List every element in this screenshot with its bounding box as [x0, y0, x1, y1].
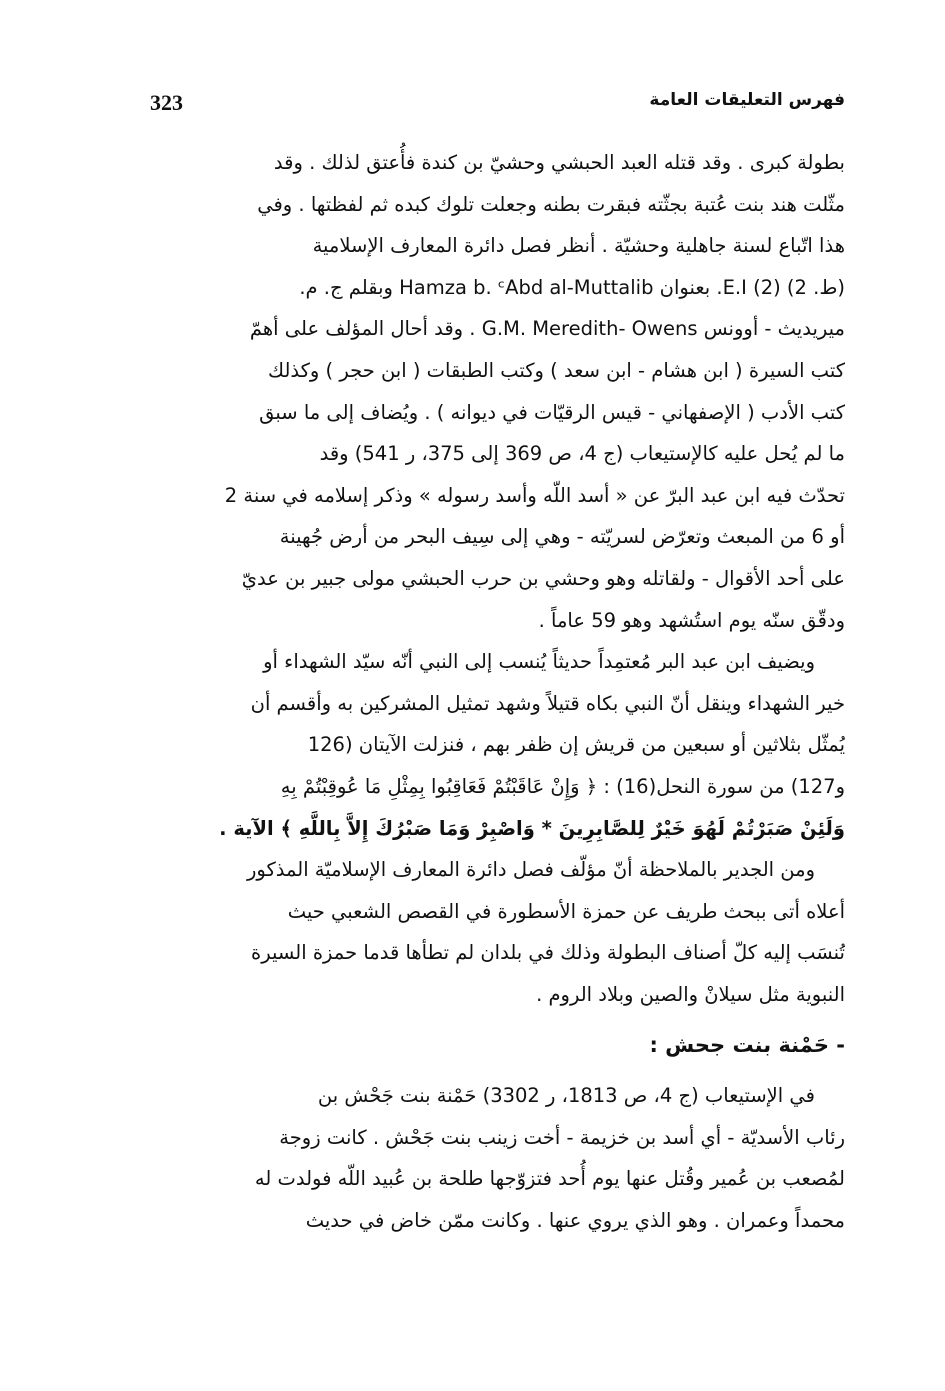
- text-line: ومن الجدير بالملاحظة أنّ مؤلّف فصل دائرة المعارف الإسلاميّة المذكور: [246, 858, 815, 882]
- quran-verse-line: وَلَئِنْ صَبَرْتُمْ لَهُوَ خَيْرٌ لِلصَّابِرِينَ * وَاصْبِرْ وَمَا صَبْرُكَ إِلاَّ بِاللَّهِ ﴾ الآية .: [219, 816, 845, 840]
- text-line: يُمثّل بثلاثين أو سبعين من قريش إن ظفر بهم ، فنزلت الآيتان (126: [307, 733, 845, 757]
- text-line: بطولة كبرى . وقد قتله العبد الحبشي وحشيّ بن كندة فأُعتق لذلك . وقد: [273, 151, 845, 174]
- text-line: في الإستيعاب (ج 4، ص 1813، ر 3302) حَمْنة بنت جَحْش بن: [317, 1084, 815, 1108]
- text-line: ميريديث - أوونس G.M. Meredith- Owens . وقد أحال المؤلف على أهمّ: [249, 317, 845, 341]
- text-line: تُنسَب إليه كلّ أصناف البطولة وذلك في بلدان لم تطأها قدما حمزة السيرة: [251, 941, 845, 965]
- page-number: 323: [150, 90, 183, 115]
- text-line: (ط. 2) (2) E.I. بعنوان Hamza b. ᶜAbd al-Muttalib وبقلم ج. م.: [299, 275, 845, 299]
- text-line: خير الشهداء وينقل أنّ النبي بكاه قتيلاً وشهد تمثيل المشركين به وأقسم أن: [250, 691, 845, 715]
- quran-verse-line: و127) من سورة النحل(16) : ﴿ وَإِنْ عَاقَبْتُمْ فَعَاقِبُوا بِمِثْلِ مَا عُوقِبْتُمْ بِهِ: [280, 774, 845, 798]
- text-line: ما لم يُحل عليه كالإستيعاب (ج 4، ص 369 إلى 375، ر 541) وقد: [319, 442, 845, 466]
- text-line: النبوية مثل سيلانْ والصين وبلاد الروم .: [536, 982, 845, 1006]
- body-text: [148, 142, 845, 1241]
- text-line: ويضيف ابن عبد البر مُعتمِداً حديثاً يُنسب إلى النبي أنّه سيّد الشهداء أو: [263, 650, 815, 674]
- text-line: كتب السيرة ( ابن هشام - ابن سعد ) وكتب الطبقات ( ابن حجر ) وكذلك: [268, 358, 845, 382]
- text-line: رئاب الأسديّة - أي أسد بن خزيمة - أخت زينب بنت جَحْش . كانت زوجة: [279, 1125, 845, 1149]
- text-line: هذا اتّباع لسنة جاهلية وحشيّة . أنظر فصل دائرة المعارف الإسلامية: [312, 234, 845, 258]
- text-line: ودقّق سنّه يوم استُشهد وهو 59 عاماً .: [538, 608, 845, 632]
- entry-heading: - حَمْنة بنت جحش :: [649, 1033, 845, 1058]
- text-line: كتب الأدب ( الإصفهاني - قيس الرقيّات في ديوانه ) . ويُضاف إلى ما سبق: [259, 400, 845, 424]
- text-line: مثّلت هند بنت عُتبة بجثّته فبقرت بطنه وجعلت تلوك كبده ثم لفظتها . وفي: [257, 192, 845, 216]
- page-header: [150, 86, 845, 126]
- text-line: تحدّث فيه ابن عبد البرّ عن « أسد اللّه وأسد رسوله » وذكر إسلامه في سنة 2: [224, 483, 845, 507]
- text-line: محمداً وعمران . وهو الذي يروي عنها . وكانت ممّن خاض في حديث: [305, 1208, 845, 1232]
- text-line: على أحد الأقوال - ولقاتله وهو وحشي بن حرب الحبشي مولى جبير بن عديّ: [241, 566, 845, 590]
- text-line: أعلاه أتى ببحث طريف عن حمزة الأسطورة في القصص الشعبي حيث: [287, 899, 845, 923]
- running-title: فهرس التعليقات العامة: [649, 90, 845, 110]
- text-line: أو 6 من المبعث وتعرّض لسريّته - وهي إلى سِيف البحر من أرض جُهينة: [279, 525, 845, 549]
- text-line: لمُصعب بن عُمير وقُتل عنها يوم أُحد فتزوّجها طلحة بن عُبيد اللّه فولدت له: [254, 1167, 845, 1191]
